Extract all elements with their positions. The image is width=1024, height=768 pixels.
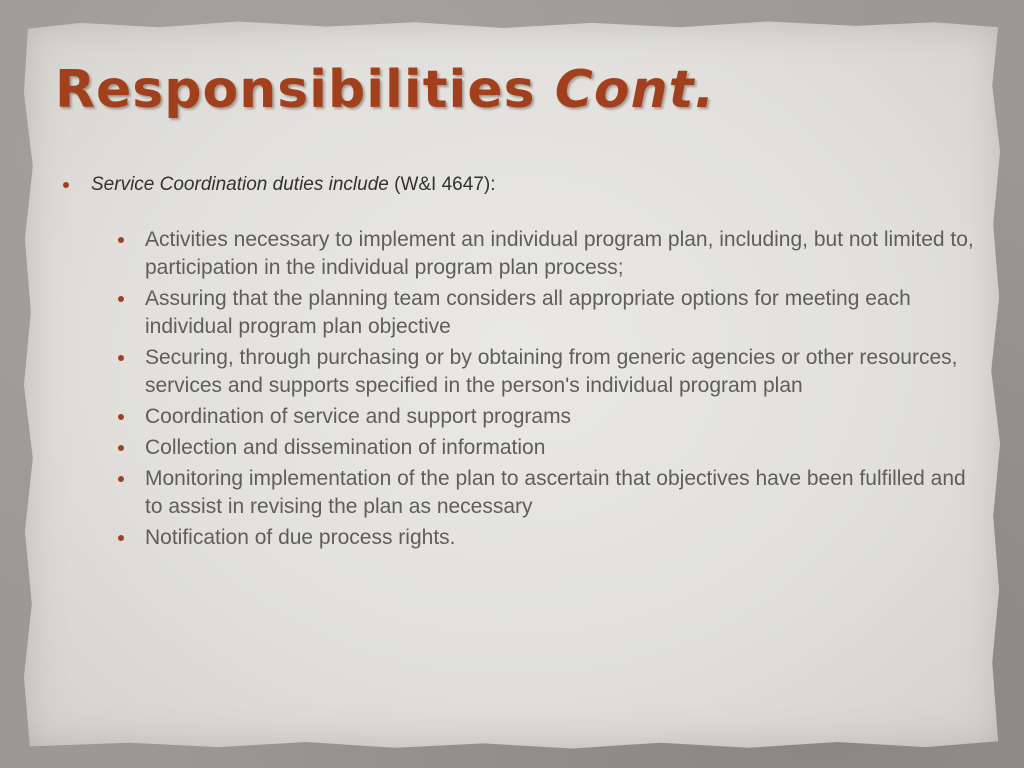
- bullet-list: [60, 172, 980, 552]
- bullet-dot-icon: [118, 535, 124, 541]
- duty-text: Securing, through purchasing or by obtaining from generic agencies or other resources, services and supports specified in the person's individual program plan: [145, 346, 958, 397]
- bullet-dot-icon: [118, 296, 124, 302]
- duty-item: [115, 524, 980, 552]
- duty-item: [115, 285, 980, 341]
- bullet-dot-icon: [118, 445, 124, 451]
- slide-title: [55, 60, 715, 120]
- duty-text: Notification of due process rights.: [145, 526, 456, 549]
- duty-item: [115, 344, 980, 400]
- duty-text: Assuring that the planning team considers all appropriate options for meeting each individual program plan objective: [145, 287, 911, 338]
- intro-citation: (W&I 4647):: [388, 174, 496, 195]
- duty-text: Collection and dissemination of information: [145, 436, 546, 459]
- bullet-dot-icon: [118, 476, 124, 482]
- duties-list: [91, 226, 980, 552]
- bullet-dot-icon: [118, 414, 124, 420]
- intro-bullet: [60, 172, 980, 552]
- duty-item: [115, 403, 980, 431]
- bullet-dot-icon: [118, 237, 124, 243]
- duty-text: Monitoring implementation of the plan to ascertain that objectives have been fulfilled and to assist in revising the plan as necessary: [145, 467, 966, 518]
- duty-item: [115, 465, 980, 521]
- bullet-dot-icon: [63, 182, 69, 188]
- slide-content: [60, 172, 980, 555]
- slide-title-main: Responsibilities: [55, 60, 536, 120]
- bullet-dot-icon: [118, 355, 124, 361]
- intro-italic-text: Service Coordination duties include: [91, 174, 389, 195]
- duty-item: [115, 434, 980, 462]
- duty-item: [115, 226, 980, 282]
- slide-title-continued: Cont.: [554, 60, 716, 120]
- duty-text: Activities necessary to implement an individual program plan, including, but not limited to, participation in the individual program plan process;: [145, 228, 974, 279]
- duty-text: Coordination of service and support programs: [145, 405, 572, 428]
